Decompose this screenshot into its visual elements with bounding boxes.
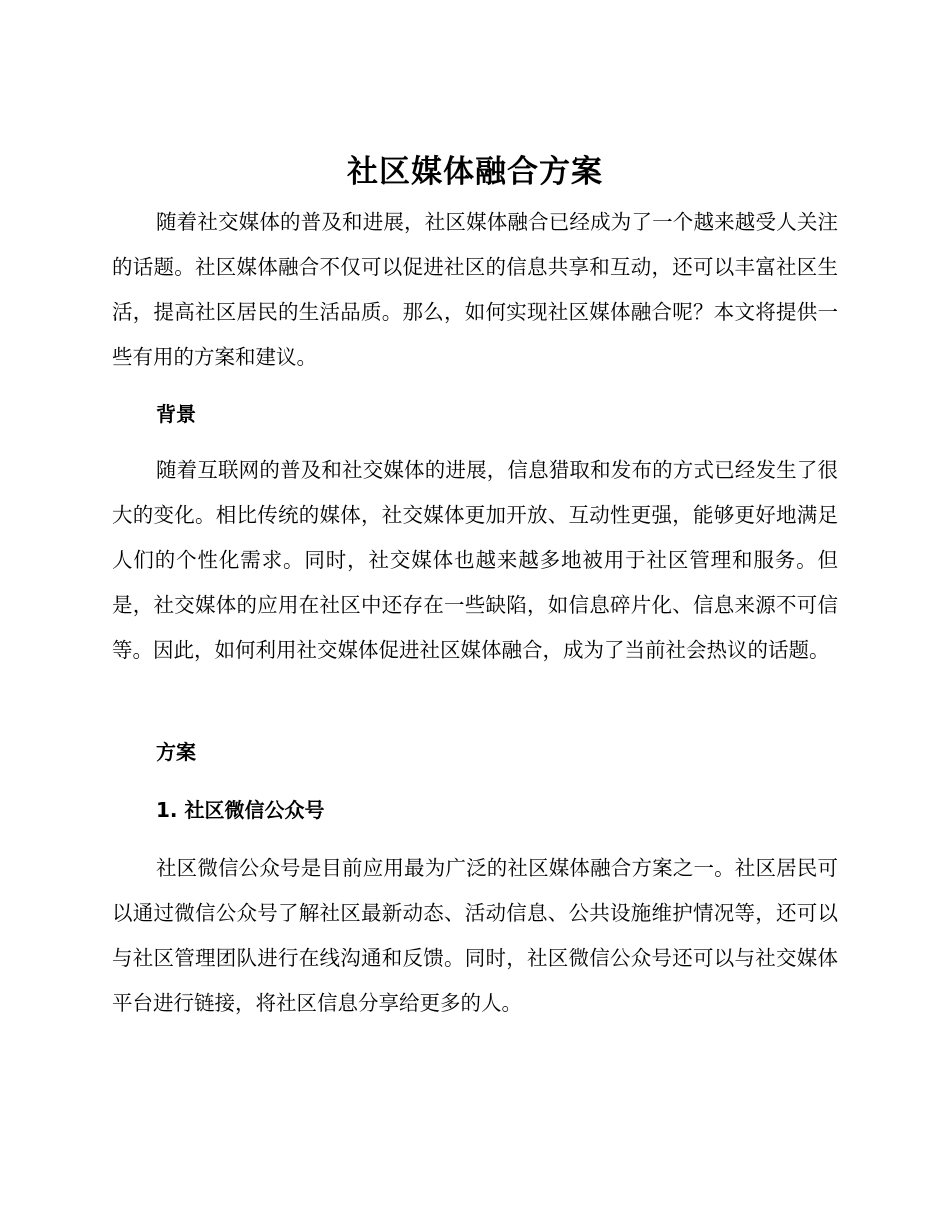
section-heading-plan: 方案 (156, 740, 196, 764)
background-paragraph: 随着互联网的普及和社交媒体的进展，信息猎取和发布的方式已经发生了很大的变化。相比传统的媒体，社交媒体更加开放、互动性更强，能够更好地满足人们的个性化需求。同时，社交媒体也越来越多地被用于社区管理和服务。但是，社交媒体的应用在社区中还存在一些缺陷，如信息碎片化、信息来源不可信等。因此，如何利用社交媒体促进社区媒体融合，成为了当前社会热议的话题。 (112, 458, 838, 662)
plan-item-heading-wechat: 1. 社区微信公众号 (156, 798, 325, 822)
intro-paragraph: 随着社交媒体的普及和进展，社区媒体融合已经成为了一个越来越受人关注的话题。社区媒体融合不仅可以促进社区的信息共享和互动，还可以丰富社区生活，提高社区居民的生活品质。那么，如何实现社区媒体融合呢？本文将提供一些有用的方案和建议。 (112, 210, 838, 369)
document-title: 社区媒体融合方案 (347, 154, 603, 190)
section-heading-background: 背景 (156, 402, 196, 426)
plan-item-paragraph-wechat: 社区微信公众号是目前应用最为广泛的社区媒体融合方案之一。社区居民可以通过微信公众号了解社区最新动态、活动信息、公共设施维护情况等，还可以与社区管理团队进行在线沟通和反馈。同时，社区微信公众号还可以与社交媒体平台进行链接，将社区信息分享给更多的人。 (112, 856, 838, 1015)
